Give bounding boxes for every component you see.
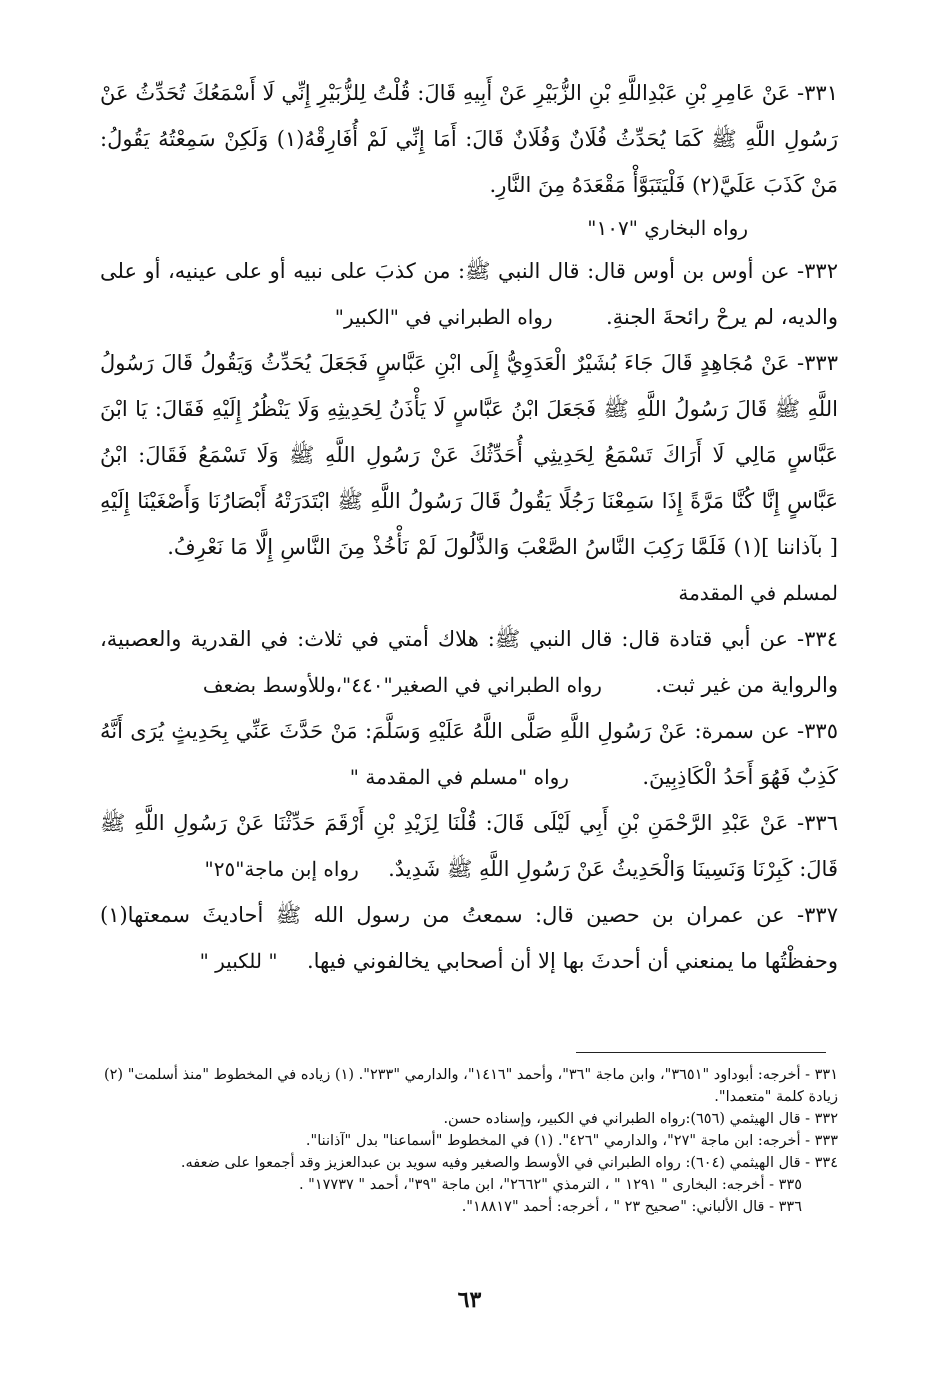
hadith-337: [100, 892, 838, 984]
hadith-337-text: ٣٣٧- عن عمران بن حصين قال: سمعتُ من رسول الله ﷺ أحاديثَ سمعتها(١) وحفظْتُها ما يمنعني أن أحدثَ بها إلا أن أصحابي يخالفوني فيها.: [100, 903, 838, 973]
hadith-334-source: رواه الطبراني في الصغير"٤٤٠"،وللأوسط بضعف: [202, 673, 602, 697]
hadith-331-source: رواه البخاري "١٠٧": [587, 216, 748, 240]
footnote-334: ٣٣٤ - قال الهيثمي (٦٠٤): رواه الطبراني في الأوسط والصغير وفيه سويد بن عبدالعزيز وقد أجمعوا على ضعفه.: [180, 1155, 838, 1171]
footnote-336: ٣٣٦ - قال الألباني: "صحيح ٢٣ " ، أخرجه: أحمد "١٨٨١٧".: [461, 1199, 802, 1215]
hadith-332-text: ٣٣٢- عن أوس بن أوس قال: قال النبي ﷺ: من كذبَ على نبيه أو على عينيه، أو على والديه، لم يرحْ رائحةَ الجنةِ.: [100, 259, 838, 329]
page-number: ٦٣: [457, 1287, 482, 1313]
hadith-334: [100, 616, 838, 708]
hadith-331: ٣٣١- عَنْ عَامِرِ بْنِ عَبْدِاللَّهِ بْنِ الزُّبَيْرِ عَنْ أَبِيهِ قَالَ: قُلْتُ لِلزُّبَيْرِ إِنِّي لَا أَسْمَعُكَ تُحَدِّثُ عَنْ رَسُولِ اللَّهِ ﷺ كَمَا يُحَدِّثُ فُلَانٌ وَفُلَانٌ قَالَ: أَمَا إِنِّي لَمْ أُفَارِقْهُ(١) وَلَكِنْ سَمِعْتُهُ يَقُولُ: مَنْ كَذَبَ عَلَيَّ(٢) فَلْيَتَبَوَّأْ مَقْعَدَهُ مِنَ النَّارِ.: [100, 81, 838, 197]
hadith-333: [100, 340, 838, 616]
hadith-336-text: ٣٣٦- عَنْ عَبْدِ الرَّحْمَنِ بْنِ أَبِي لَيْلَى قَالَ: قُلْنَا لِزَيْدِ بْنِ أَرْقَمَ حَدِّثْنَا عَنْ رَسُولِ اللَّهِ ﷺ قَالَ: كَبِرْنَا وَنَسِينَا وَالْحَدِيثُ عَنْ رَسُولِ اللَّهِ ﷺ شَدِيدٌ.: [100, 811, 838, 881]
hadith-336: [100, 800, 838, 892]
hadith-335-source: رواه "مسلم في المقدمة ": [349, 765, 569, 789]
hadith-333-text: ٣٣٣- عَنْ مُجَاهِدٍ قَالَ جَاءَ بُشَيْرٌ الْعَدَوِيُّ إِلَى ابْنِ عَبَّاسٍ فَجَعَلَ يُحَدِّثُ وَيَقُولُ قَالَ رَسُولُ اللَّهِ ﷺ قَالَ رَسُولُ اللَّهِ ﷺ فَجَعَلَ ابْنُ عَبَّاسٍ لَا يَأْذَنُ لِحَدِيثِهِ وَلَا يَنْظُرُ إِلَيْهِ فَقَالَ: يَا ابْنَ عَبَّاسٍ مَالِي لَا أَرَاكَ تَسْمَعُ لِحَدِيثِي أُحَدِّثُكَ عَنْ رَسُولِ اللَّهِ ﷺ وَلَا تَسْمَعُ فَقَالَ: ابْنُ عَبَّاسٍ إِنَّا كُنَّا مَرَّةً إِذَا سَمِعْنَا رَجُلًا يَقُولُ قَالَ رَسُولُ اللَّهِ ﷺ ابْتَدَرَتْهُ أَبْصَارُنَا وَأَصْغَيْنَا إِلَيْهِ [ بآذاننا ](١) فَلَمَّا رَكِبَ النَّاسُ الصَّعْبَ وَالذَّلُولَ لَمْ نَأْخُذْ مِنَ النَّاسِ إِلَّا مَا نَعْرِفُ.: [100, 351, 838, 559]
footnote-331: ٣٣١ - أخرجه: أبوداود "٣٦٥١"، وابن ماجة "٣٦"، وأحمد "١٤١٦"، والدارمي "٢٣٣". (١) زياده في المخطوط "منذ أسلمت" (٢) زيادة كلمة "متعمدا".: [103, 1067, 838, 1105]
hadith-335-text: ٣٣٥- عن سمرة: عَنْ رَسُولِ اللَّهِ صَلَّى اللَّهُ عَلَيْهِ وَسَلَّمَ: مَنْ حَدَّثَ عَنِّي بِحَدِيثٍ يُرَى أَنَّهُ كَذِبٌ فَهُوَ أَحَدُ الْكَاذِبِينَ.: [100, 719, 838, 789]
footnote-335: ٣٣٥ - أخرجه: البخارى " ١٢٩١ " ، الترمذي "٢٦٦٢"، ابن ماجة "٣٩"، أحمد " ١٧٧٣٧" .: [298, 1177, 802, 1193]
hadith-332: [100, 248, 838, 340]
footnote-332: ٣٣٢ - قال الهيثمي (٦٥٦):رواه الطبراني في الكبير، وإسناده حسن.: [443, 1111, 838, 1127]
hadith-334-text: ٣٣٤- عن أبي قتادة قال: قال النبي ﷺ: هلاك أمتي في ثلاث: في القدرية والعصبية، والرواية من غير ثبت.: [100, 627, 838, 697]
footnotes: [100, 1064, 838, 1218]
footnote-333: ٣٣٣ - أخرجه: ابن ماجة "٢٧"، والدارمي "٤٢٦". (١) في المخطوط "أسماعنا" بدل "آذاننا".: [305, 1133, 838, 1149]
hadith-332-source: رواه الطبراني في "الكبير": [334, 305, 553, 329]
hadith-335: [100, 708, 838, 800]
hadith-333-source: لمسلم في المقدمة: [678, 581, 838, 605]
footnote-divider: [576, 1052, 826, 1053]
hadith-337-source: " للكبير ": [199, 949, 278, 973]
main-text: [100, 70, 838, 984]
hadith-336-source: رواه إبن ماجة"٢٥": [204, 857, 359, 881]
